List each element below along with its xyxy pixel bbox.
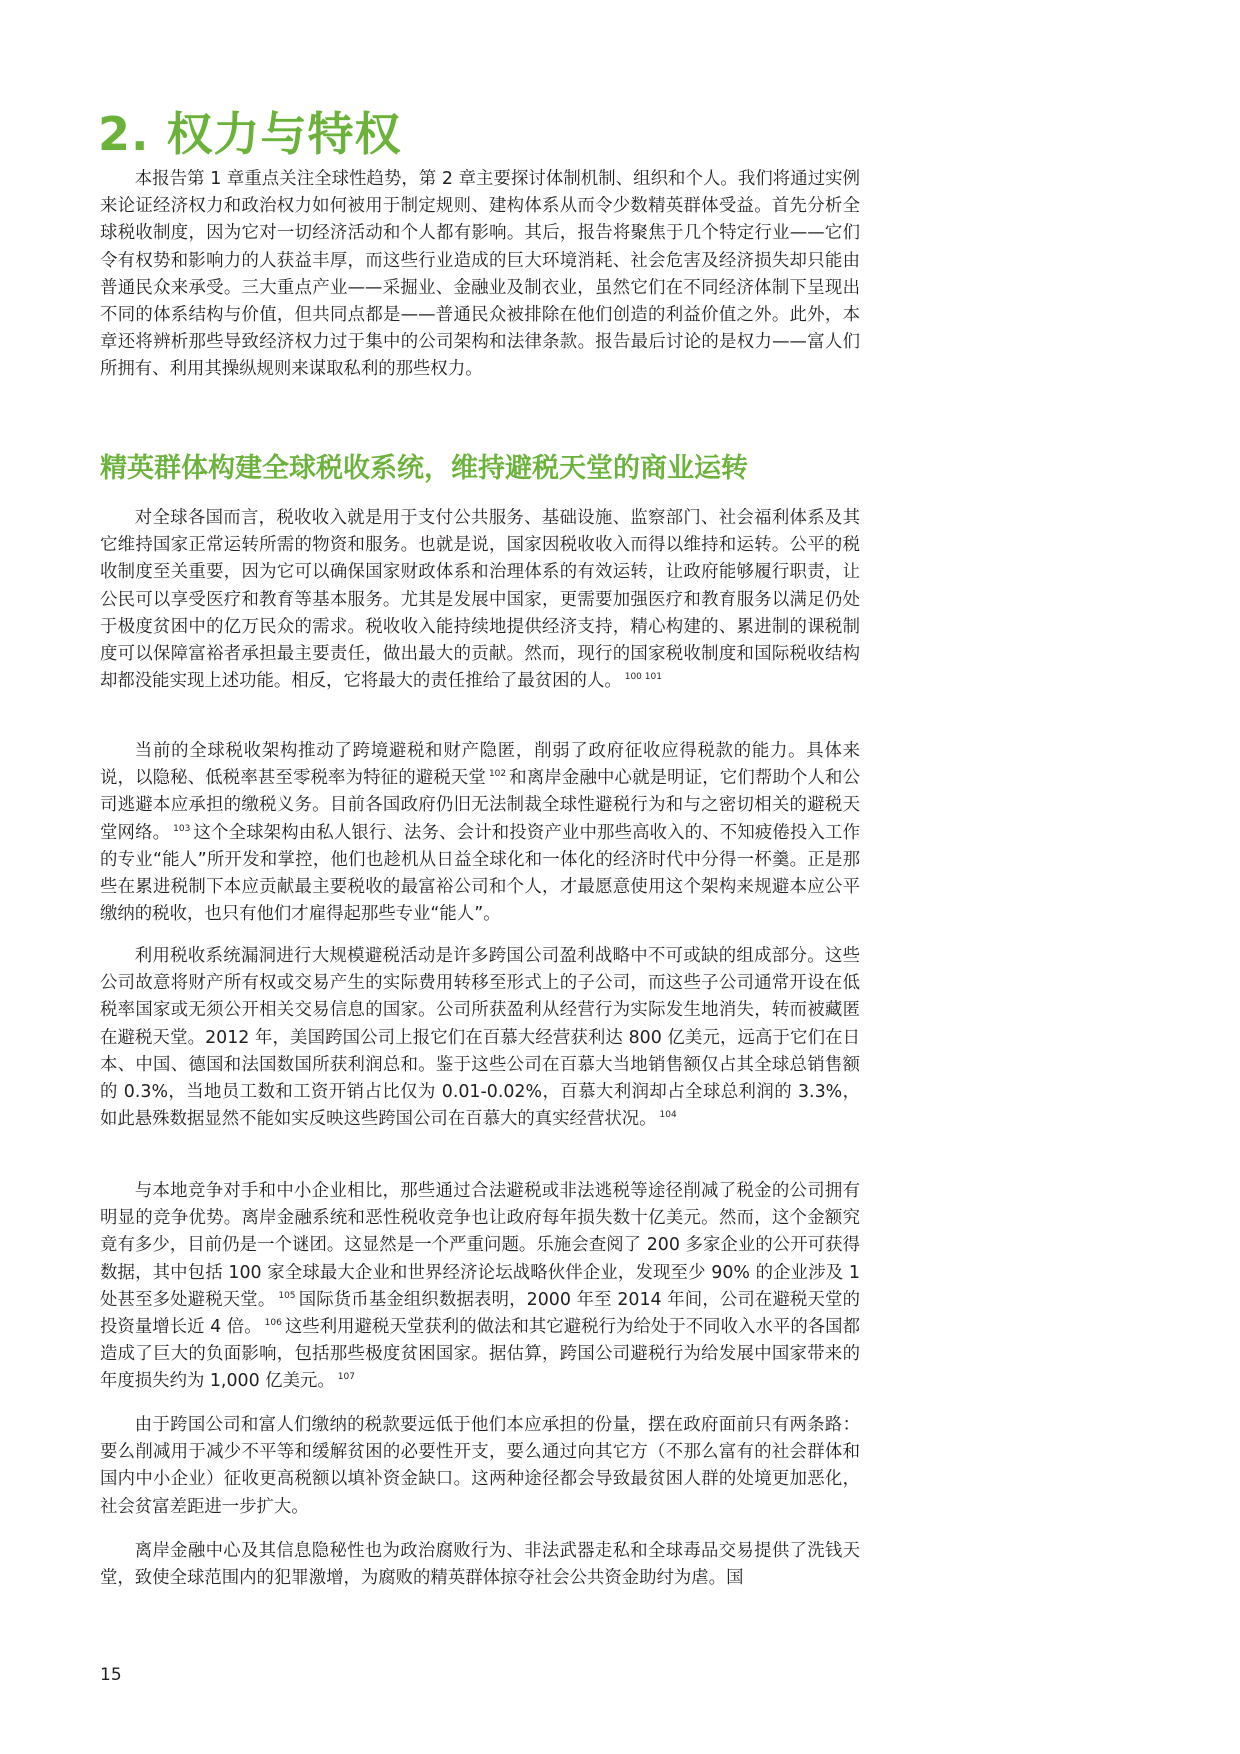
- footnote-ref: 105: [278, 1290, 296, 1301]
- body-paragraph-1: [100, 505, 860, 695]
- paragraph-text: 当前的全球税收架构推动了跨境避税和财产隐匿，削弱了政府征收应得税款的能力。具体来说，以隐秘、低税率甚至零税率为特征的避税天堂: [100, 741, 860, 789]
- footnote-ref: 100 101: [624, 672, 662, 683]
- paragraph-text: 这些利用避税天堂获利的做法和其它避税行为给处于不同收入水平的各国都造成了巨大的负面影响，包括那些极度贫困国家。据估算，跨国公司避税行为给发展中国家带来的年度损失约为 1,000 亿美元。: [100, 1317, 860, 1392]
- body-paragraph-5: 由于跨国公司和富人们缴纳的税款要远低于他们本应承担的份量，摆在政府面前只有两条路：要么削减用于减少不平等和缓解贫困的必要性开支，要么通过向其它方（不那么富有的社会群体和国内中小企业）征收更高税额以填补资金缺口。这两种途径都会导致最贫困人群的处境更加恶化，社会贫富差距进一步扩大。: [100, 1415, 860, 1517]
- paragraph-text: 利用税收系统漏洞进行大规模避税活动是许多跨国公司盈利战略中不可或缺的组成部分。这些公司故意将财产所有权或交易产生的实际费用转移至形式上的子公司，而这些子公司通常开设在低税率国家或无须公开相关交易信息的国家。公司所获盈利从经营行为实际发生地消失，转而被藏匿在避税天堂。2012 年，美国跨国公司上报它们在百慕大经营获利达 800 亿美元，远高于它们在日本、中国、德国和法国数国所获利润总和。鉴于这些公司在百慕大当地销售额仅占其全球总销售额的 0.3%，当地员工数和工资开销占比仅为 0.01-0.02%，百慕大利润却占全球总利润的 3.3%，如此悬殊数据显然不能如实反映这些跨国公司在百慕大的真实经营状况。: [100, 946, 860, 1130]
- paragraph-text: 国际货币基金组织数据表明，2000 年至 2014 年间，公司在避税天堂的投资量增长近 4 倍。: [100, 1289, 860, 1338]
- paragraph-text: 这个全球架构由私人银行、法务、会计和投资产业中那些高收入的、不知疲倦投入工作的专业“能人”所开发和掌控，他们也趁机从日益全球化和一体化的经济时代中分得一杯羹。正是那些在累进税制下本应贡献最主要税收的最富裕公司和个人，才最愿意使用这个架构来规避本应公平缴纳的税收，也只有他们才雇得起那些专业“能人”。: [100, 822, 860, 925]
- body-paragraph-6: 离岸金融中心及其信息隐秘性也为政治腐败行为、非法武器走私和全球毒品交易提供了洗钱天堂，致使全球范围内的犯罪激增，为腐败的精英群体掠夺社会公共资金助纣为虐。国: [100, 1541, 860, 1589]
- chapter-title: 2. 权力与特权: [98, 107, 402, 161]
- body-paragraph-3: [100, 943, 860, 1133]
- section-heading: 精英群体构建全球税收系统，维持避税天堂的商业运转: [100, 453, 748, 484]
- footnote-ref: 106: [264, 1318, 282, 1329]
- footnote-ref: 104: [659, 1110, 677, 1121]
- paragraph-text: 与本地竞争对手和中小企业相比，那些通过合法避税或非法逃税等途径削减了税金的公司拥有明显的竞争优势。离岸金融系统和恶性税收竞争也让政府每年损失数十亿美元。然而，这个金额究竟有多少，目前仍是一个谜团。这显然是一个严重问题。乐施会查阅了 200 多家企业的公开可获得数据，其中包括 100 家全球最大企业和世界经济论坛战略伙伴企业，发现至少 90% 的企业涉及 1 处甚至多处避税天堂。: [100, 1181, 860, 1310]
- intro-paragraph: 本报告第 1 章重点关注全球性趋势，第 2 章主要探讨体制机制、组织和个人。我们将通过实例来论证经济权力和政治权力如何被用于制定规则、建构体系从而令少数精英群体受益。首先分析全球税收制度，因为它对一切经济活动和个人都有影响。其后，报告将聚焦于几个特定行业——它们令有权势和影响力的人获益丰厚，而这些行业造成的巨大环境消耗、社会危害及经济损失却只能由普通民众来承受。三大重点产业——采掘业、金融业及制衣业，虽然它们在不同经济体制下呈现出不同的体系结构与价值，但共同点都是——普通民众被排除在他们创造的利益价值之外。此外，本章还将辨析那些导致经济权力过于集中的公司架构和法律条款。报告最后讨论的是权力——富人们所拥有、利用其操纵规则来谋取私利的那些权力。: [100, 169, 860, 380]
- paragraph-text: 和离岸金融中心就是明证，它们帮助个人和公司逃避本应承担的缴税义务。目前各国政府仍旧无法制裁全球性避税行为和与之密切相关的避税天堂网络。: [100, 768, 860, 843]
- page-number: 15: [100, 1665, 122, 1685]
- footnote-ref: 107: [337, 1372, 355, 1383]
- footnote-ref: 102: [488, 769, 507, 780]
- footnote-ref: 103: [173, 823, 191, 834]
- body-paragraph-4: [100, 1178, 860, 1396]
- body-paragraph-2: [100, 738, 860, 928]
- paragraph-text: 对全球各国而言，税收收入就是用于支付公共服务、基础设施、监察部门、社会福利体系及其它维持国家正常运转所需的物资和服务。也就是说，国家因税收收入而得以维持和运转。公平的税收制度至关重要，因为它可以确保国家财政体系和治理体系的有效运转，让政府能够履行职责，让公民可以享受医疗和教育等基本服务。尤其是发展中国家，更需要加强医疗和教育服务以满足仍处于极度贫困中的亿万民众的需求。税收收入能持续地提供经济支持，精心构建的、累进制的课税制度可以保障富裕者承担最主要责任，做出最大的贡献。然而，现行的国家税收制度和国际税收结构却都没能实现上述功能。相反，它将最大的责任推给了最贫困的人。: [100, 508, 860, 692]
